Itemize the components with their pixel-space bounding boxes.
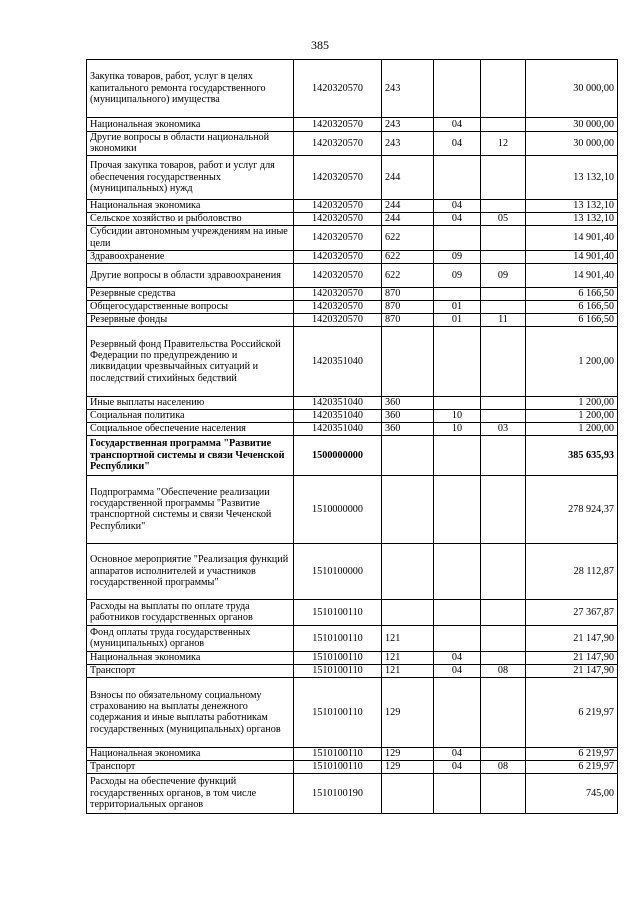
table-row [87, 651, 618, 664]
row-name-cell: Резервный фонд Правительства Российской Федерации по предупреждению и ликвидации чрезвычайных ситуаций и последствий стихийных бедствий [87, 326, 294, 396]
subsection-cell: 08 [481, 664, 526, 677]
target-article-cell: 1420351040 [294, 409, 382, 422]
table-row [87, 396, 618, 409]
table-row [87, 225, 618, 250]
expense-type-cell: 870 [382, 287, 434, 300]
amount-cell: 13 132,10 [526, 155, 618, 199]
target-article-cell: 1420320570 [294, 60, 382, 118]
amount-cell: 6 219,97 [526, 760, 618, 773]
subsection-cell [481, 651, 526, 664]
table-row [87, 747, 618, 760]
row-name-cell: Национальная экономика [87, 651, 294, 664]
section-cell: 09 [434, 263, 481, 287]
row-name-cell: Субсидии автономным учреждениям на иные цели [87, 225, 294, 250]
expense-type-cell: 870 [382, 300, 434, 313]
section-cell [434, 677, 481, 747]
subsection-cell [481, 599, 526, 625]
table-row [87, 409, 618, 422]
row-name-cell: Основное мероприятие "Реализация функций аппаратов исполнителей и участников государственной программы" [87, 543, 294, 599]
expense-type-cell [382, 773, 434, 813]
expense-type-cell: 244 [382, 199, 434, 212]
amount-cell: 21 147,90 [526, 651, 618, 664]
row-name-cell: Расходы на выплаты по оплате труда работников государственных органов [87, 599, 294, 625]
section-cell [434, 625, 481, 651]
table-row [87, 543, 618, 599]
amount-cell: 30 000,00 [526, 60, 618, 118]
amount-cell: 1 200,00 [526, 326, 618, 396]
section-cell [434, 773, 481, 813]
page-number: 385 [311, 38, 329, 52]
expense-type-cell: 129 [382, 760, 434, 773]
amount-cell: 278 924,37 [526, 475, 618, 543]
subsection-cell [481, 155, 526, 199]
target-article-cell: 1420320570 [294, 212, 382, 225]
row-name-cell: Резервные фонды [87, 313, 294, 326]
row-name-cell: Другие вопросы в области здравоохранения [87, 263, 294, 287]
subsection-cell [481, 118, 526, 132]
amount-cell: 21 147,90 [526, 664, 618, 677]
subsection-cell [481, 250, 526, 263]
row-name-cell: Социальное обеспечение населения [87, 422, 294, 435]
target-article-cell: 1420320570 [294, 225, 382, 250]
subsection-cell: 05 [481, 212, 526, 225]
target-article-cell: 1510100110 [294, 677, 382, 747]
row-name-cell: Прочая закупка товаров, работ и услуг для обеспечения государственных (муниципальных) нужд [87, 155, 294, 199]
table-row [87, 287, 618, 300]
amount-cell: 14 901,40 [526, 250, 618, 263]
subsection-cell [481, 300, 526, 313]
expense-type-cell: 360 [382, 396, 434, 409]
amount-cell: 6 166,50 [526, 300, 618, 313]
section-cell [434, 475, 481, 543]
row-name-cell: Фонд оплаты труда государственных (муниципальных) органов [87, 625, 294, 651]
expense-type-cell: 129 [382, 677, 434, 747]
subsection-cell: 08 [481, 760, 526, 773]
table-row [87, 422, 618, 435]
amount-cell: 1 200,00 [526, 409, 618, 422]
subsection-cell [481, 409, 526, 422]
section-cell [434, 287, 481, 300]
target-article-cell: 1420320570 [294, 155, 382, 199]
table-row [87, 435, 618, 475]
amount-cell: 6 219,97 [526, 747, 618, 760]
section-cell: 04 [434, 747, 481, 760]
subsection-cell [481, 199, 526, 212]
subsection-cell [481, 747, 526, 760]
target-article-cell: 1510100110 [294, 599, 382, 625]
target-article-cell: 1510100110 [294, 651, 382, 664]
amount-cell: 1 200,00 [526, 422, 618, 435]
section-cell: 01 [434, 300, 481, 313]
table-row [87, 677, 618, 747]
table-row [87, 326, 618, 396]
expense-type-cell: 360 [382, 422, 434, 435]
section-cell [434, 396, 481, 409]
expense-type-cell: 121 [382, 651, 434, 664]
target-article-cell: 1500000000 [294, 435, 382, 475]
section-cell: 04 [434, 664, 481, 677]
expense-type-cell [382, 326, 434, 396]
expense-type-cell: 870 [382, 313, 434, 326]
subsection-cell [481, 543, 526, 599]
table-row [87, 60, 618, 118]
target-article-cell: 1510100110 [294, 747, 382, 760]
amount-cell: 30 000,00 [526, 132, 618, 156]
amount-cell: 14 901,40 [526, 225, 618, 250]
section-cell: 04 [434, 132, 481, 156]
amount-cell: 13 132,10 [526, 199, 618, 212]
table-row [87, 118, 618, 132]
table-row [87, 300, 618, 313]
expense-type-cell: 243 [382, 132, 434, 156]
expense-type-cell: 622 [382, 263, 434, 287]
row-name-cell: Сельское хозяйство и рыболовство [87, 212, 294, 225]
row-name-cell: Социальная политика [87, 409, 294, 422]
subsection-cell [481, 60, 526, 118]
section-cell: 04 [434, 651, 481, 664]
table-row [87, 625, 618, 651]
table-row [87, 664, 618, 677]
row-name-cell: Национальная экономика [87, 118, 294, 132]
row-name-cell: Подпрограмма "Обеспечение реализации государственной программы "Развитие транспортной системы и связи Чеченской Республики" [87, 475, 294, 543]
subsection-cell [481, 396, 526, 409]
subsection-cell [481, 225, 526, 250]
target-article-cell: 1420320570 [294, 263, 382, 287]
section-cell [434, 543, 481, 599]
subsection-cell [481, 475, 526, 543]
expense-type-cell [382, 435, 434, 475]
expense-type-cell [382, 599, 434, 625]
amount-cell: 745,00 [526, 773, 618, 813]
row-name-cell: Другие вопросы в области национальной экономики [87, 132, 294, 156]
table-row [87, 773, 618, 813]
subsection-cell [481, 326, 526, 396]
row-name-cell: Национальная экономика [87, 747, 294, 760]
row-name-cell: Транспорт [87, 760, 294, 773]
row-name-cell: Государственная программа "Развитие транспортной системы и связи Чеченской Республики" [87, 435, 294, 475]
expense-type-cell [382, 475, 434, 543]
table-row [87, 199, 618, 212]
table-row [87, 212, 618, 225]
target-article-cell: 1420351040 [294, 422, 382, 435]
table-row [87, 263, 618, 287]
target-article-cell: 1510100190 [294, 773, 382, 813]
expense-type-cell: 622 [382, 225, 434, 250]
target-article-cell: 1420320570 [294, 132, 382, 156]
subsection-cell: 03 [481, 422, 526, 435]
row-name-cell: Закупка товаров, работ, услуг в целях капитального ремонта государственного (муниципального) имущества [87, 60, 294, 118]
subsection-cell: 09 [481, 263, 526, 287]
amount-cell: 6 166,50 [526, 287, 618, 300]
expense-type-cell: 622 [382, 250, 434, 263]
section-cell: 10 [434, 409, 481, 422]
amount-cell: 6 166,50 [526, 313, 618, 326]
table-row [87, 599, 618, 625]
subsection-cell [481, 625, 526, 651]
target-article-cell: 1420320570 [294, 300, 382, 313]
section-cell [434, 60, 481, 118]
amount-cell: 13 132,10 [526, 212, 618, 225]
subsection-cell [481, 773, 526, 813]
target-article-cell: 1510000000 [294, 475, 382, 543]
row-name-cell: Здравоохранение [87, 250, 294, 263]
expense-type-cell: 121 [382, 664, 434, 677]
target-article-cell: 1420320570 [294, 313, 382, 326]
subsection-cell [481, 435, 526, 475]
target-article-cell: 1420320570 [294, 199, 382, 212]
section-cell: 09 [434, 250, 481, 263]
target-article-cell: 1420320570 [294, 287, 382, 300]
subsection-cell: 11 [481, 313, 526, 326]
amount-cell: 21 147,90 [526, 625, 618, 651]
expense-type-cell: 243 [382, 60, 434, 118]
expense-type-cell: 244 [382, 155, 434, 199]
row-name-cell: Иные выплаты населению [87, 396, 294, 409]
expense-type-cell: 360 [382, 409, 434, 422]
row-name-cell: Расходы на обеспечение функций государственных органов, в том числе территориальных органов [87, 773, 294, 813]
expense-type-cell: 121 [382, 625, 434, 651]
amount-cell: 28 112,87 [526, 543, 618, 599]
budget-table-body [87, 60, 618, 814]
target-article-cell: 1420351040 [294, 396, 382, 409]
amount-cell: 27 367,87 [526, 599, 618, 625]
section-cell [434, 599, 481, 625]
section-cell: 04 [434, 760, 481, 773]
section-cell [434, 435, 481, 475]
subsection-cell: 12 [481, 132, 526, 156]
table-row [87, 313, 618, 326]
row-name-cell: Резервные средства [87, 287, 294, 300]
target-article-cell: 1510100110 [294, 760, 382, 773]
section-cell [434, 326, 481, 396]
section-cell: 01 [434, 313, 481, 326]
section-cell: 04 [434, 118, 481, 132]
section-cell: 04 [434, 199, 481, 212]
target-article-cell: 1420320570 [294, 118, 382, 132]
subsection-cell [481, 287, 526, 300]
expense-type-cell: 243 [382, 118, 434, 132]
section-cell: 04 [434, 212, 481, 225]
table-row [87, 132, 618, 156]
row-name-cell: Национальная экономика [87, 199, 294, 212]
amount-cell: 14 901,40 [526, 263, 618, 287]
amount-cell: 385 635,93 [526, 435, 618, 475]
target-article-cell: 1510100110 [294, 625, 382, 651]
table-row [87, 760, 618, 773]
row-name-cell: Транспорт [87, 664, 294, 677]
section-cell: 10 [434, 422, 481, 435]
target-article-cell: 1420320570 [294, 250, 382, 263]
amount-cell: 6 219,97 [526, 677, 618, 747]
subsection-cell [481, 677, 526, 747]
expense-type-cell: 244 [382, 212, 434, 225]
budget-table [86, 59, 618, 814]
section-cell [434, 155, 481, 199]
table-row [87, 250, 618, 263]
amount-cell: 1 200,00 [526, 396, 618, 409]
amount-cell: 30 000,00 [526, 118, 618, 132]
expense-type-cell: 129 [382, 747, 434, 760]
section-cell [434, 225, 481, 250]
row-name-cell: Взносы по обязательному социальному страхованию на выплаты денежного содержания и иные выплаты работникам государственных (муниципальных) органов [87, 677, 294, 747]
table-row [87, 155, 618, 199]
target-article-cell: 1510100110 [294, 664, 382, 677]
target-article-cell: 1510100000 [294, 543, 382, 599]
row-name-cell: Общегосударственные вопросы [87, 300, 294, 313]
table-row [87, 475, 618, 543]
target-article-cell: 1420351040 [294, 326, 382, 396]
expense-type-cell [382, 543, 434, 599]
